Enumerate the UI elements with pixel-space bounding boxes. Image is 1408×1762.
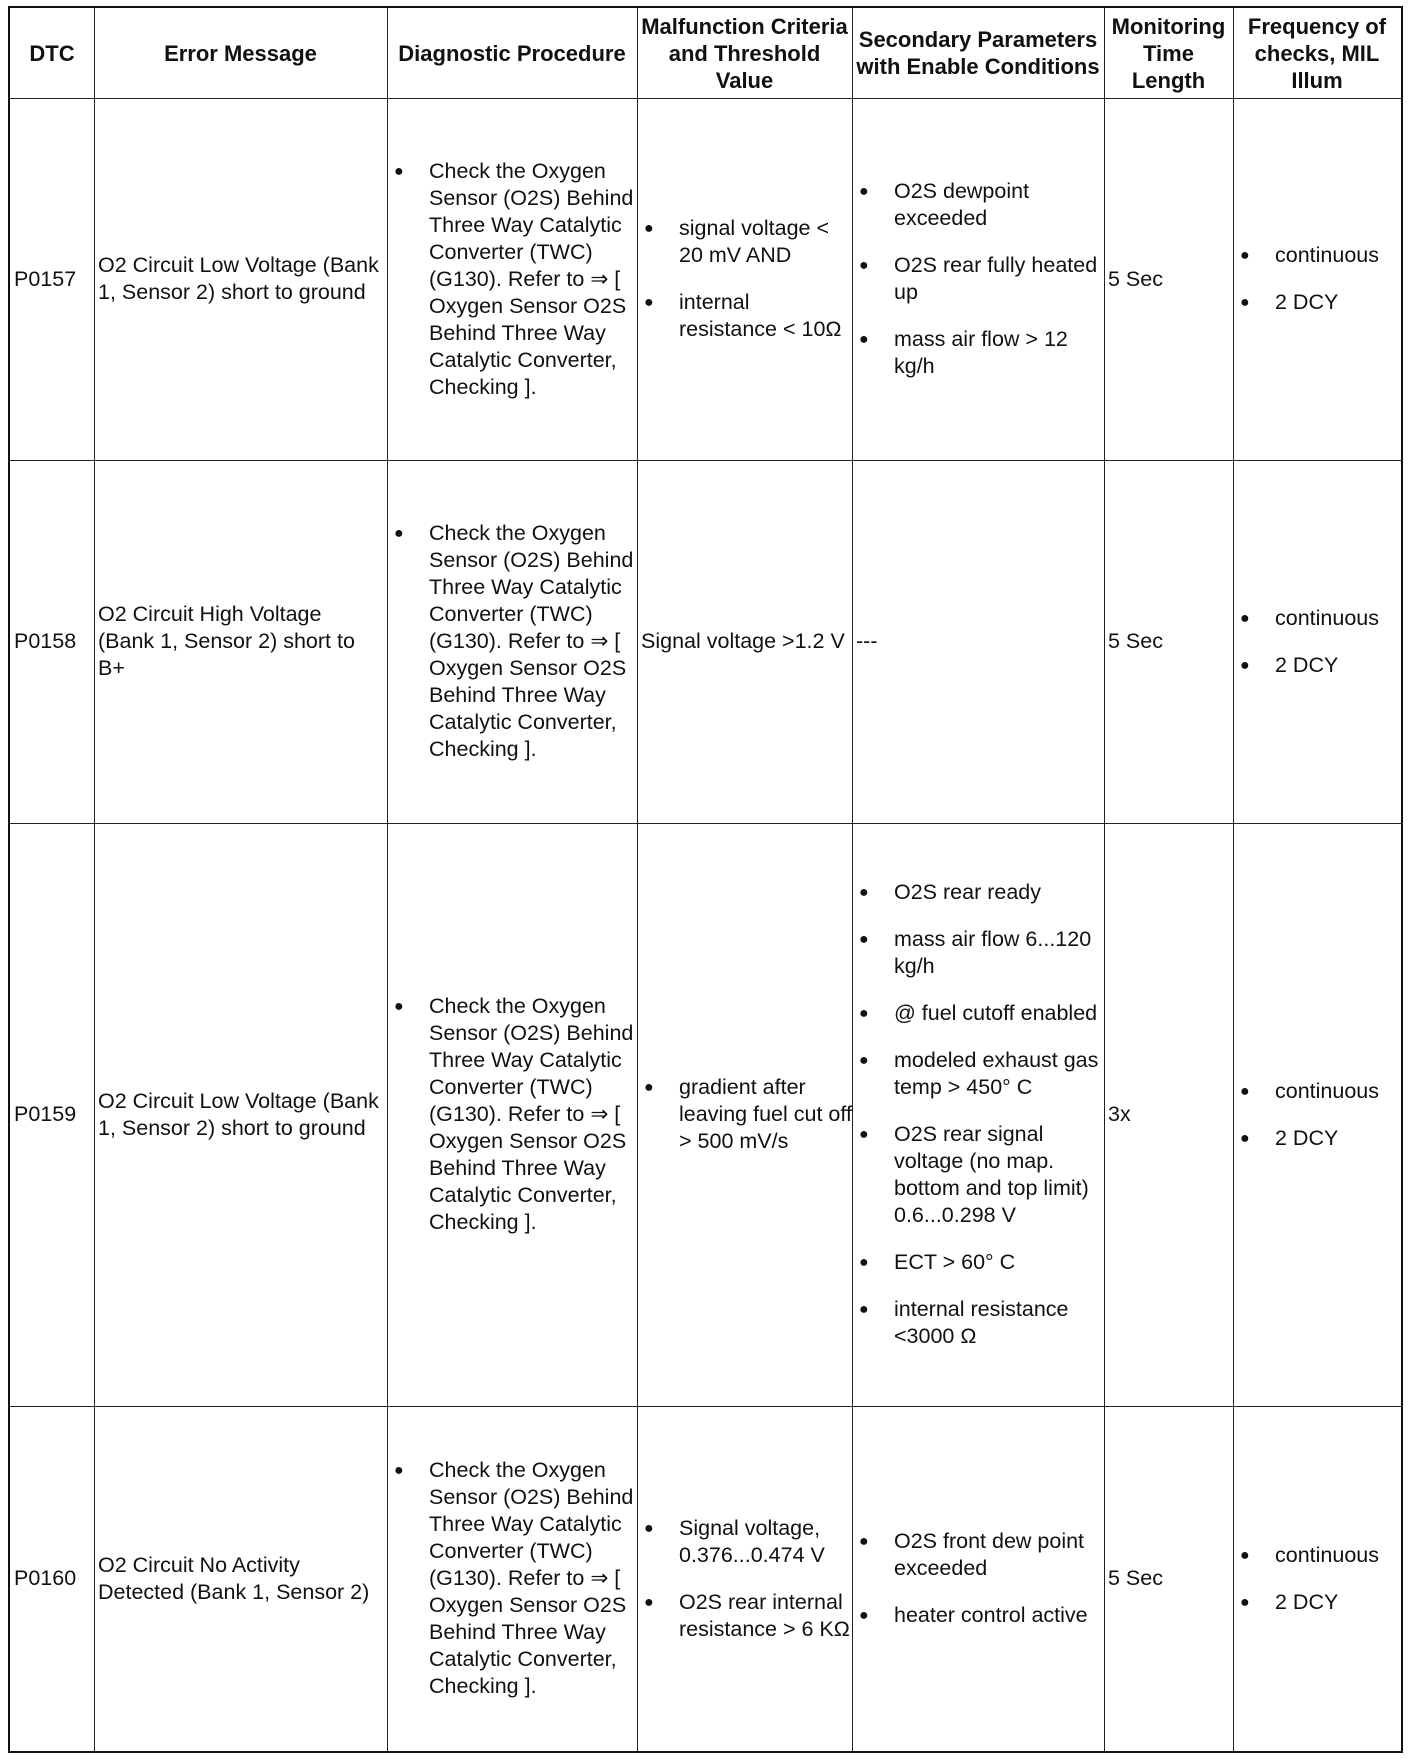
dtc-code: P0160 [14,1566,77,1590]
malfunction-criteria [637,1406,852,1751]
dtc-code: P0157 [14,266,77,291]
frequency [1233,98,1401,460]
secondary-item: ● O2S front dew point exceeded [852,1528,1104,1582]
header-secondary-parameters: Secondary Parameters with Enable Conditions [856,27,1100,79]
header-monitoring-time: Monitoring Time Length [1111,13,1226,93]
header-frequency: Frequency of checks, MIL Illum [1247,13,1387,93]
error-message: O2 Circuit High Voltage (Bank 1, Sensor 2) short to B+ [98,602,355,680]
diagnostic-procedure [387,823,637,1406]
error-message: O2 Circuit No Activity Detected (Bank 1, Sensor 2) [98,1552,370,1604]
diagnostic-procedure [387,460,637,823]
secondary-item: ● @ fuel cutoff enabled [852,1000,1104,1027]
criteria-item: ● signal voltage < 20 mV AND [637,215,852,269]
criteria-item: ● O2S rear internal resistance > 6 KΩ [637,1589,852,1643]
secondary-parameters: --- [856,629,878,653]
header-malfunction-criteria: Malfunction Criteria and Threshold Value [641,13,848,93]
frequency [1233,1406,1401,1751]
monitoring-time: 5 Sec [1108,266,1163,291]
secondary-parameters [852,823,1104,1406]
diagnostic-procedure [387,1406,637,1751]
frequency [1233,460,1401,823]
frequency-item: ● continuous [1233,242,1379,269]
secondary-item: ● mass air flow > 12 kg/h [852,326,1104,380]
dtc-code: P0158 [14,629,77,653]
frequency-item: ● 2 DCY [1233,652,1379,679]
secondary-item: ● ECT > 60° C [852,1249,1104,1276]
secondary-parameters [852,98,1104,460]
malfunction-criteria: Signal voltage >1.2 V [641,629,845,653]
dtc-table [8,6,1403,1753]
malfunction-criteria [637,98,852,460]
diagnostic-procedure [387,98,637,460]
header-error-message: Error Message [164,40,317,66]
secondary-item: ● heater control active [852,1602,1104,1629]
header-diagnostic-procedure: Diagnostic Procedure [398,40,626,66]
criteria-item: ● gradient after leaving fuel cut off > 500 mV/s [637,1074,852,1155]
secondary-item: ● O2S rear signal voltage (no map. bottom and top limit) 0.6...0.298 V [852,1121,1104,1229]
procedure-item: ● Check the Oxygen Sensor (O2S) Behind Three Way Catalytic Converter (TWC) (G130). Refer to ⇒ [ Oxygen Sensor O2S Behind Three Way Catalytic Converter, Checking ]. [387,520,637,763]
frequency [1233,823,1401,1406]
frequency-item: ● continuous [1233,605,1379,632]
frequency-item: ● 2 DCY [1233,1589,1379,1616]
secondary-item: ● internal resistance <3000 Ω [852,1296,1104,1350]
error-message: O2 Circuit Low Voltage (Bank 1, Sensor 2) short to ground [98,253,379,304]
procedure-item: ● Check the Oxygen Sensor (O2S) Behind Three Way Catalytic Converter (TWC) (G130). Refer to ⇒ [ Oxygen Sensor O2S Behind Three Way Catalytic Converter, Checking ]. [387,993,637,1236]
secondary-item: ● modeled exhaust gas temp > 450° C [852,1047,1104,1101]
procedure-item: ● Check the Oxygen Sensor (O2S) Behind Three Way Catalytic Converter (TWC) (G130). Refer to ⇒ [ Oxygen Sensor O2S Behind Three Way Catalytic Converter, Checking ]. [387,158,637,401]
frequency-item: ● continuous [1233,1078,1379,1105]
monitoring-time: 5 Sec [1108,629,1163,653]
frequency-item: ● 2 DCY [1233,289,1379,316]
dtc-code: P0159 [14,1102,77,1126]
malfunction-criteria [637,823,852,1406]
frequency-item: ● 2 DCY [1233,1125,1379,1152]
criteria-item: ● Signal voltage, 0.376...0.474 V [637,1515,852,1569]
procedure-item: ● Check the Oxygen Sensor (O2S) Behind Three Way Catalytic Converter (TWC) (G130). Refer to ⇒ [ Oxygen Sensor O2S Behind Three Way Catalytic Converter, Checking ]. [387,1457,637,1700]
secondary-item: ● O2S rear fully heated up [852,252,1104,306]
criteria-item: ● internal resistance < 10Ω [637,289,852,343]
monitoring-time: 3x [1108,1102,1131,1126]
secondary-item: ● O2S rear ready [852,879,1104,906]
secondary-item: ● O2S dewpoint exceeded [852,178,1104,232]
monitoring-time: 5 Sec [1108,1566,1163,1590]
secondary-item: ● mass air flow 6...120 kg/h [852,926,1104,980]
secondary-parameters [852,1406,1104,1751]
frequency-item: ● continuous [1233,1542,1379,1569]
error-message: O2 Circuit Low Voltage (Bank 1, Sensor 2) short to ground [98,1088,379,1140]
header-dtc: DTC [29,40,75,66]
